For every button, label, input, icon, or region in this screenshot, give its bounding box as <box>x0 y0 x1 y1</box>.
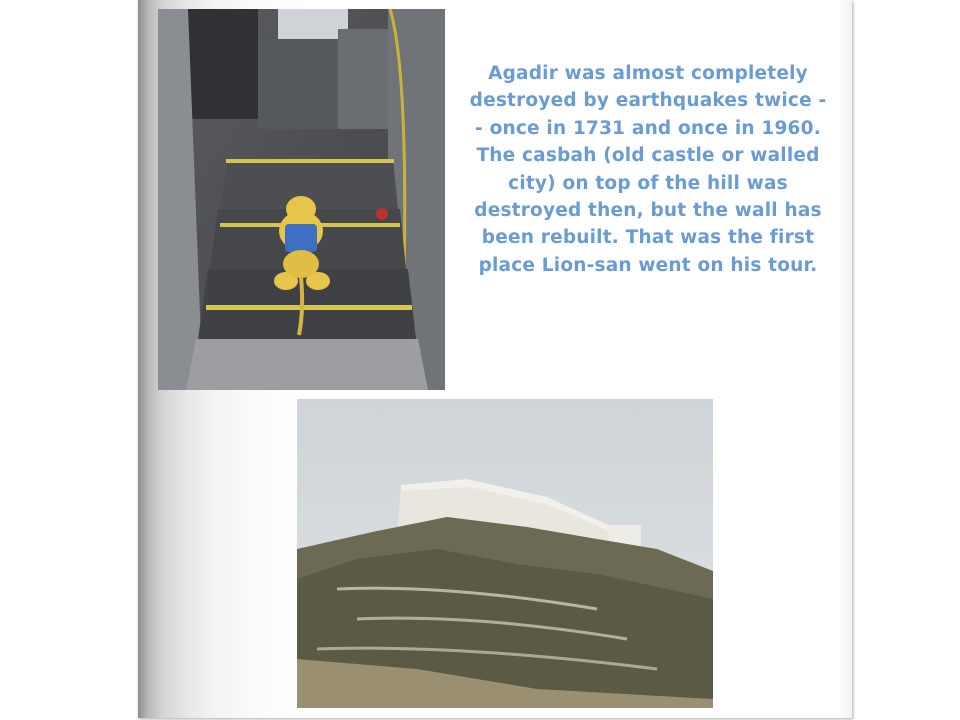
bus-steps-photo <box>158 9 445 390</box>
page-caption: Agadir was almost completely destroyed by earthquakes twice -- once in 1731 and once in 1960. The casbah (old castle or walled city) on top of the hill was destroyed then, but the wall has been rebuilt. That was the first place Lion-san went on his tour. <box>469 63 827 276</box>
casbah-photo <box>297 399 713 708</box>
book-page <box>138 0 852 718</box>
